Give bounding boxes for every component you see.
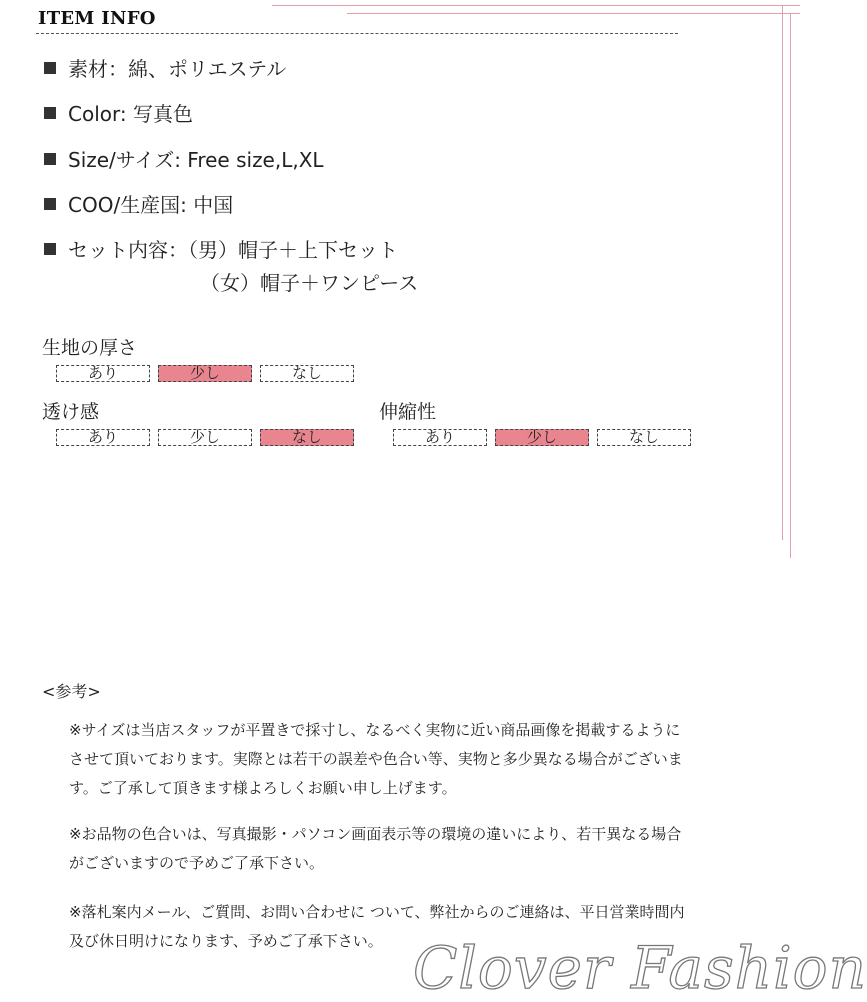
bullet-square-icon [44, 62, 56, 74]
spec-item-set-contents-continued: （女）帽子＋ワンピース [200, 271, 419, 295]
decorative-frame-line [782, 5, 783, 540]
spec-text: 素材：綿、ポリエステル [68, 57, 287, 81]
fabric-transparency-option-selected: なし [260, 429, 354, 446]
fabric-thickness-title: 生地の厚さ [42, 337, 138, 359]
bullet-square-icon [44, 198, 56, 210]
spec-text: Size/サイズ: Free size,L,XL [68, 148, 324, 172]
decorative-frame-line [272, 5, 800, 6]
fabric-transparency-option: あり [56, 429, 150, 446]
fabric-stretch-title: 伸縮性 [379, 401, 437, 423]
fabric-thickness-option: あり [56, 365, 150, 382]
bullet-square-icon [44, 107, 56, 119]
fabric-transparency-title: 透け感 [42, 401, 100, 423]
fabric-transparency-option: 少し [158, 429, 252, 446]
spec-text: Color: 写真色 [68, 102, 193, 126]
spec-item-size [44, 144, 324, 173]
fabric-thickness-option-selected: 少し [158, 365, 252, 382]
spec-item-origin [44, 189, 233, 218]
spec-item-color [44, 98, 193, 127]
decorative-frame-line [790, 13, 791, 558]
title-divider [36, 33, 678, 34]
decorative-frame-line [347, 13, 800, 14]
reference-note-contact: ※落札案内メール、ご質問、お問い合わせに ついて、弊社からのご連絡は、平日営業時間内及び休日明けになります、予めご了承下さい。 [69, 903, 685, 950]
spec-item-material [44, 53, 286, 82]
spec-item-set-contents [44, 234, 398, 263]
brand-logo: Clover Fashion [413, 934, 867, 1002]
spec-text: セット内容：（男）帽子＋上下セット [68, 238, 398, 262]
fabric-stretch-option-selected: 少し [495, 429, 589, 446]
bullet-square-icon [44, 153, 56, 165]
section-title: ITEM INFO [38, 8, 156, 29]
reference-title: <参考> [42, 682, 101, 701]
reference-note-color: ※お品物の色合いは、写真撮影・パソコン画面表示等の環境の違いにより、若干異なる場合がございますので予めご了承下さい。 [69, 825, 682, 872]
fabric-stretch-option: なし [597, 429, 691, 446]
fabric-thickness-option: なし [260, 365, 354, 382]
bullet-square-icon [44, 243, 56, 255]
reference-note-size: ※サイズは当店スタッフが平置きで採寸し、なるべく実物に近い商品画像を掲載するようにさせて頂いております。実際とは若干の誤差や色合い等、実物と多少異なる場合がございます。ご了承して頂きます様よろしくお願い申し上げます。 [69, 721, 683, 797]
fabric-stretch-option: あり [393, 429, 487, 446]
spec-text: COO/生産国: 中国 [68, 193, 234, 217]
